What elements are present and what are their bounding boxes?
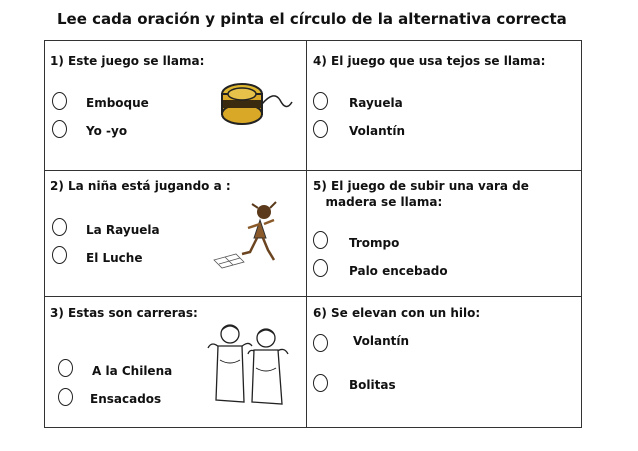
answer-circle[interactable] xyxy=(52,120,67,138)
answer-circle[interactable] xyxy=(52,246,67,264)
question-5-option-2: Palo encebado xyxy=(349,264,448,278)
answer-circle[interactable] xyxy=(58,359,73,377)
question-6-prompt: 6) Se elevan con un hilo: xyxy=(313,306,481,320)
answer-circle[interactable] xyxy=(58,388,73,406)
question-3-option-2: Ensacados xyxy=(90,392,162,406)
question-4-prompt: 4) El juego que usa tejos se llama: xyxy=(313,54,546,68)
answer-circle[interactable] xyxy=(52,218,67,236)
grid-divider-row-1 xyxy=(44,170,582,171)
answer-circle[interactable] xyxy=(313,92,328,110)
question-5-option-1: Trompo xyxy=(349,236,400,250)
question-3-option-1: A la Chilena xyxy=(92,364,173,378)
answer-circle[interactable] xyxy=(313,120,328,138)
sack-race-illustration xyxy=(204,320,294,406)
question-6-option-2: Bolitas xyxy=(349,378,396,392)
worksheet-title: Lee cada oración y pinta el círculo de la alternativa correcta xyxy=(57,10,567,28)
question-5-prompt-line-1: 5) El juego de subir una vara de xyxy=(313,179,529,193)
grid-divider-row-2 xyxy=(44,296,582,297)
question-1-prompt: 1) Este juego se llama: xyxy=(50,54,205,68)
grid-divider-vertical xyxy=(306,40,307,428)
question-3-prompt: 3) Estas son carreras: xyxy=(50,306,198,320)
question-4-option-2: Volantín xyxy=(349,124,406,138)
answer-circle[interactable] xyxy=(313,259,328,277)
question-5-prompt-line-2: madera se llama: xyxy=(313,195,443,209)
question-2-prompt: 2) La niña está jugando a : xyxy=(50,179,231,193)
question-1-option-1: Emboque xyxy=(86,96,149,110)
question-2-option-2: El Luche xyxy=(86,251,143,265)
answer-circle[interactable] xyxy=(313,374,328,392)
question-1-option-2: Yo -yo xyxy=(86,124,128,138)
question-6-option-1: Volantín xyxy=(353,334,410,348)
question-2-option-1: La Rayuela xyxy=(86,223,160,237)
question-4-option-1: Rayuela xyxy=(349,96,403,110)
answer-circle[interactable] xyxy=(52,92,67,110)
hopscotch-girl-illustration xyxy=(212,198,287,273)
yoyo-illustration xyxy=(218,72,298,132)
answer-circle[interactable] xyxy=(313,334,328,352)
answer-circle[interactable] xyxy=(313,231,328,249)
